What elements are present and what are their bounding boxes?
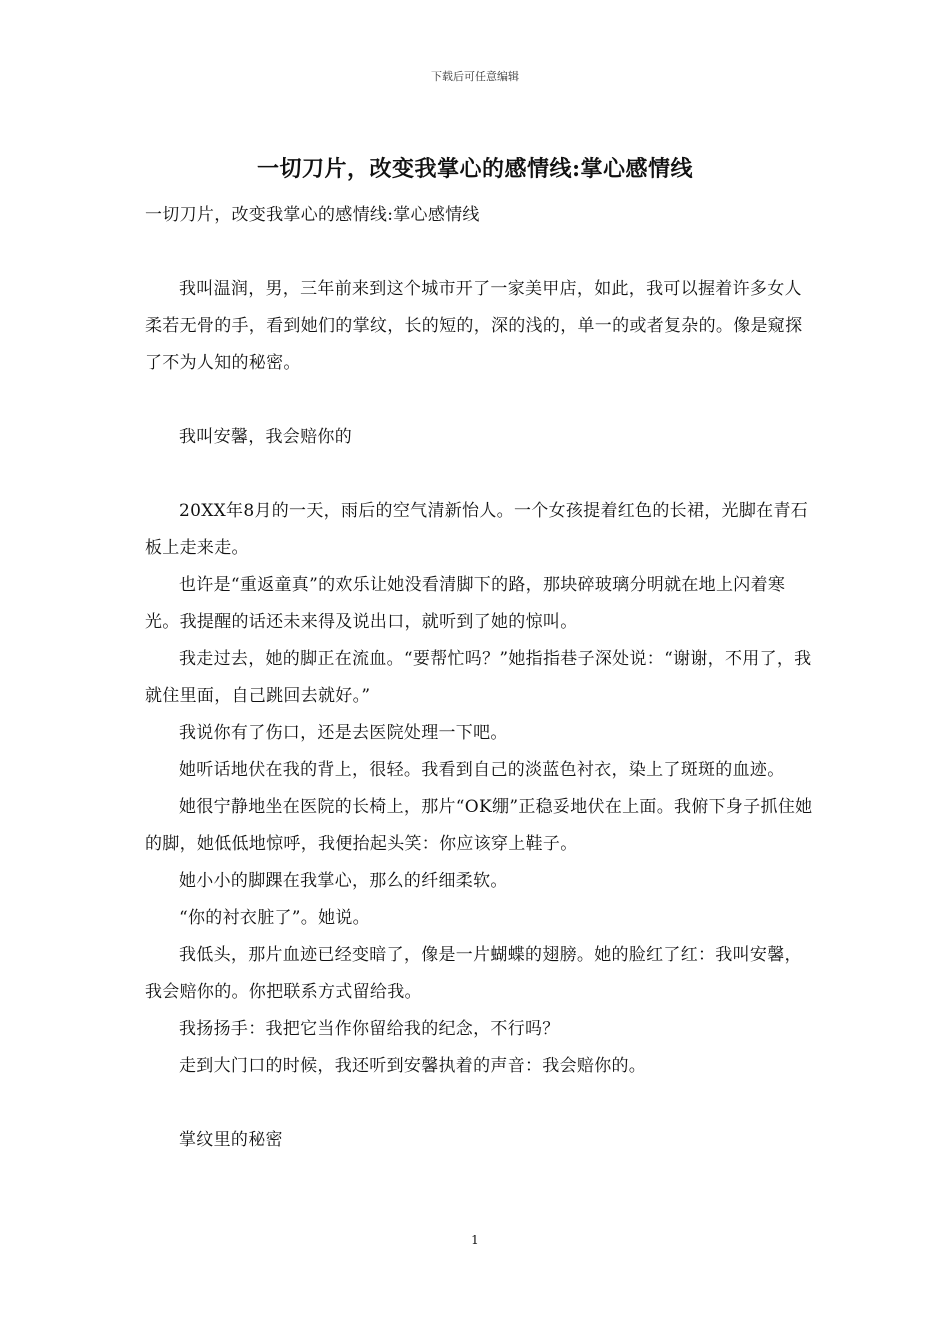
section-heading: 掌纹里的秘密 (179, 1130, 283, 1150)
paragraph: 走到大门口的时候，我还听到安馨执着的声音：我会赔你的。 (179, 1056, 647, 1076)
paragraph: 我走过去，她的脚正在流血。“要帮忙吗？”她指指巷子深处说：“谢谢，不用了，我就住里面，自己跳回去就好。” (145, 649, 812, 706)
paragraph-intro: 我叫温润，男，三年前来到这个城市开了一家美甲店，如此，我可以握着许多女人柔若无骨的手，看到她们的掌纹，长的短的，深的浅的，单一的或者复杂的。像是窥探了不为人知的秘密。 (145, 279, 803, 373)
paragraph: 也许是“重返童真”的欢乐让她没看清脚下的路，那块碎玻璃分明就在地上闪着寒光。我提醒的话还未来得及说出口，就听到了她的惊叫。 (145, 575, 786, 632)
paragraph: 我低头，那片血迹已经变暗了，像是一片蝴蝶的翅膀。她的脸红了红：我叫安馨，我会赔你的。你把联系方式留给我。 (145, 945, 802, 1002)
paragraph: 我扬扬手：我把它当作你留给我的纪念，不行吗？ (179, 1019, 560, 1039)
paragraph: 她很宁静地坐在医院的长椅上，那片“OK绷”正稳妥地伏在上面。我俯下身子抓住她的脚，她低低地惊呼，我便抬起头笑：你应该穿上鞋子。 (145, 797, 813, 854)
blank-line (145, 382, 813, 419)
section-heading: 我叫安馨，我会赔你的 (179, 427, 352, 447)
paragraph: 20XX年8月的一天，雨后的空气清新怡人。一个女孩提着红色的长裙，光脚在青石板上走来走。 (145, 501, 809, 558)
paragraph: 她小小的脚踝在我掌心，那么的纤细柔软。 (179, 871, 508, 891)
document-title: 一切刀片，改变我掌心的感情线:掌心感情线 (256, 156, 694, 182)
document-subtitle: 一切刀片，改变我掌心的感情线:掌心感情线 (145, 205, 480, 225)
blank-line (145, 456, 813, 493)
paragraph: “你的衬衣脏了”。她说。 (179, 908, 370, 928)
paragraph: 我说你有了伤口，还是去医院处理一下吧。 (179, 723, 508, 743)
document-body (145, 197, 813, 1159)
blank-line (145, 234, 813, 271)
blank-line (145, 1085, 813, 1122)
page-number: 1 (471, 1233, 479, 1247)
paragraph: 她听话地伏在我的背上，很轻。我看到自己的淡蓝色衬衣，染上了斑斑的血迹。 (179, 760, 785, 780)
page-header-note: 下载后可任意编辑 (431, 70, 519, 83)
